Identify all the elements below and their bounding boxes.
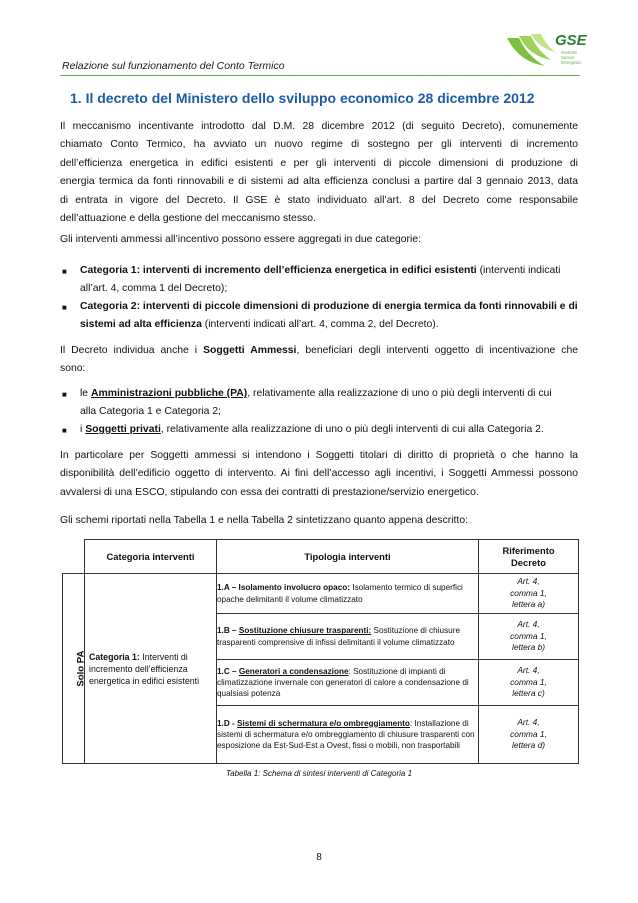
bullet-icon: ■ xyxy=(62,303,67,312)
riferimento-cell: Art. 4, comma 1, lettera b) xyxy=(479,614,579,660)
bullet-icon: ■ xyxy=(62,390,67,399)
logo-text: GSE xyxy=(555,32,587,49)
table-header-row xyxy=(63,540,579,574)
categoria-cell: Categoria 1: Interventi di incremento dell’efficienza energetica in edifici esistenti xyxy=(85,574,217,764)
bullet-icon: ■ xyxy=(62,426,67,435)
interventions-table xyxy=(62,539,579,764)
riferimento-cell: Art. 4, comma 1, lettera a) xyxy=(479,574,579,614)
paragraph-esco: In particolare per Soggetti ammessi si intendono i Soggetti titolari di diritto di proprietà o che hanno la disponibilità dell’edificio oggetto di intervento. Ai fini dell’accesso agli incentivi, i Soggetti Ammessi possono avvalersi di una ESCO, stipulando con essa dei contratti di prestazione/servizio energetico. xyxy=(60,450,578,498)
header-categoria: Categoria interventi xyxy=(85,540,217,574)
gse-logo xyxy=(505,28,587,72)
paragraph-soggetti: Il Decreto individua anche i Soggetti Ammessi, beneficiari degli interventi oggetto di incentivazione che sono: xyxy=(60,345,578,375)
tipologia-cell: 1.B – Sostituzione chiusure trasparenti: Sostituzione di chiusure trasparenti comprensive di infissi delimitanti il volume climatizzato xyxy=(217,614,479,660)
section-title: 1. Il decreto del Ministero dello sviluppo economico 28 dicembre 2012 xyxy=(70,90,535,106)
paragraph-categories-intro: Gli interventi ammessi all’incentivo possono essere aggregati in due categorie: xyxy=(60,234,421,245)
row-label: Solo PA xyxy=(75,650,87,687)
table-caption: Tabella 1: Schema di sintesi interventi di Categoria 1 xyxy=(225,769,413,778)
tipologia-cell: 1.A – Isolamento involucro opaco: Isolamento termico di superfici opache delimitanti il volume climatizzato xyxy=(217,574,479,614)
header-tipologia: Tipologia interventi xyxy=(217,540,479,574)
running-header: Relazione sul funzionamento del Conto Termico xyxy=(62,60,285,72)
table-row xyxy=(63,574,579,614)
paragraph-table-intro: Gli schemi riportati nella Tabella 1 e nella Tabella 2 sintetizzano quanto appena descritto: xyxy=(60,515,468,526)
list-item: Categoria 1: interventi di incremento dell’efficienza energetica in edifici esistenti (interventi indicati all’art. 4, comma 1 del Decreto); xyxy=(80,265,561,294)
page-number: 8 xyxy=(316,852,322,863)
riferimento-cell: Art. 4, comma 1, lettera d) xyxy=(479,706,579,764)
header-rule xyxy=(60,75,580,76)
bullet-icon: ■ xyxy=(62,267,67,276)
row-label-cell xyxy=(63,574,85,764)
tipologia-cell: 1.D - Sistemi di schermatura e/o ombreggiamento: Installazione di sistemi di schermatura e/o ombreggiamento di chiusure trasparenti con esposizione da Est-Sud-Est a Ovest, fissi o mobili, non trasportabili xyxy=(217,706,479,764)
list-item: le Amministrazioni pubbliche (PA), relativamente alla realizzazione di uno o più degli interventi di cui alla Categoria 1 e Categoria 2; xyxy=(80,388,552,417)
riferimento-cell: Art. 4, comma 1, lettera c) xyxy=(479,660,579,706)
header-riferimento: Riferimento Decreto xyxy=(479,540,579,574)
list-item: i Soggetti privati, relativamente alla realizzazione di uno o più degli interventi di cui alla Categoria 2. xyxy=(80,424,544,435)
list-item: Categoria 2: interventi di piccole dimensioni di produzione di energia termica da fonti rinnovabili e di sistemi ad alta efficienza (interventi indicati all’art. 4, comma 2, del Decreto). xyxy=(80,301,578,330)
tipologia-cell: 1.C – Generatori a condensazione: Sostituzione di impianti di climatizzazione invernale con generatori di calore a condensazione di qualsiasi potenza xyxy=(217,660,479,706)
paragraph-intro: Il meccanismo incentivante introdotto dal D.M. 28 dicembre 2012 (di seguito Decreto), comunemente chiamato Conto Termico, ha avviato un nuovo regime di sostegno per gli interventi di incremento dell’efficienza energetica in edifici esistenti e per gli interventi di piccole dimensioni di produzione di energia termica da fonti rinnovabili e di sistemi ad alta efficienza conclusi a partire dal 3 gennaio 2013, data di entrata in vigore del Decreto. Il GSE è stato individuato all’art. 8 del Decreto come responsabile dell’attuazione e della gestione del meccanismo stesso. xyxy=(60,121,578,225)
logo-subtext: Gestore Servizi Energetici xyxy=(561,50,582,65)
